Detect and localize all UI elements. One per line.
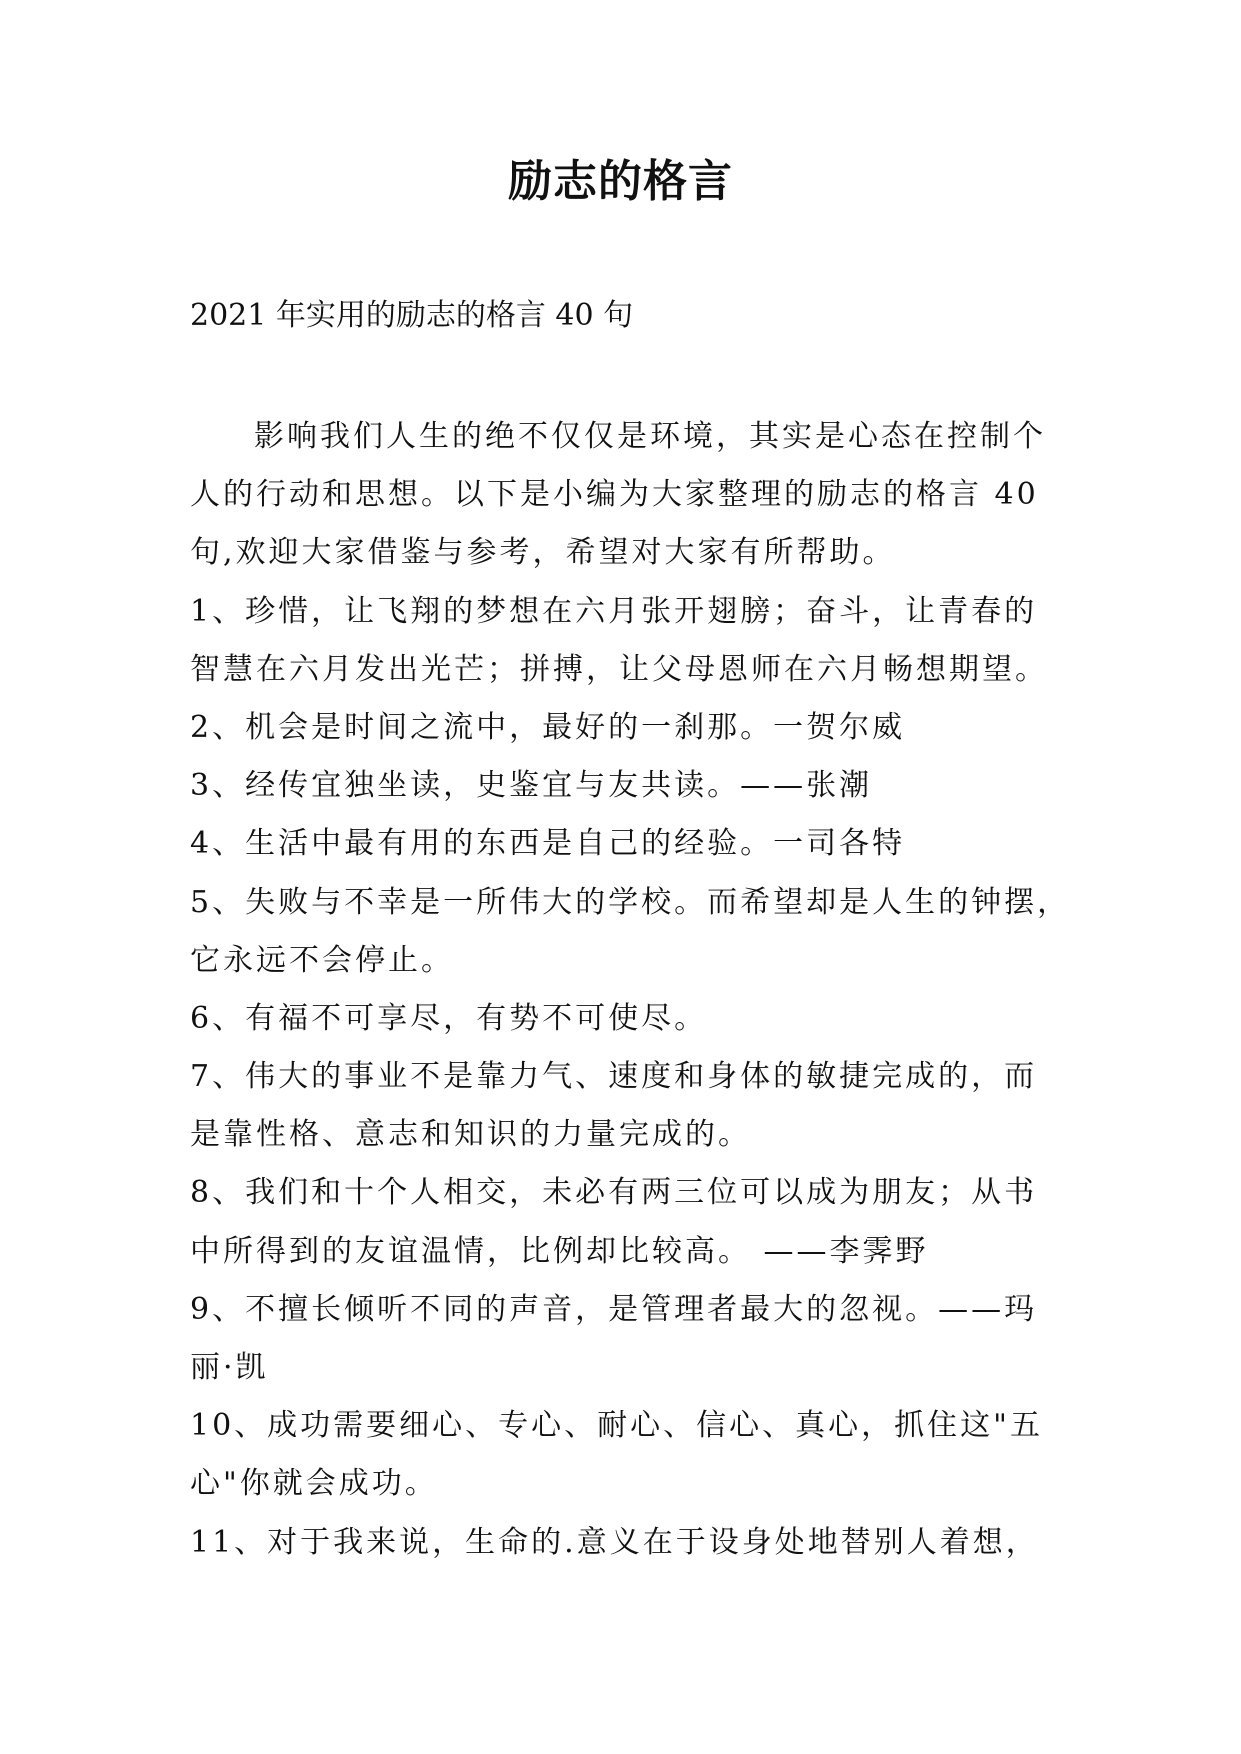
document-subtitle: 2021 年实用的励志的格言 40 句 <box>190 298 634 333</box>
body-line: 9、不擅长倾听不同的声音，是管理者最大的忽视。——玛 <box>190 1291 1038 1327</box>
body-line: 4、生活中最有用的东西是自己的经验。一司各特 <box>190 826 906 862</box>
body-line: 5、失败与不幸是一所伟大的学校。而希望却是人生的钟摆， <box>190 884 1071 920</box>
document-body <box>190 408 1070 1572</box>
body-line: 是靠性格、意志和知识的力量完成的。 <box>190 1117 751 1153</box>
body-line: 影响我们人生的绝不仅仅是环境，其实是心态在控制个 <box>254 419 1046 454</box>
body-line: 10、成功需要细心、专心、耐心、信心、真心，抓住这"五 <box>190 1408 1043 1444</box>
body-line: 心"你就会成功。 <box>190 1466 438 1502</box>
document-title: 励志的格言 <box>508 156 733 207</box>
body-line: 6、有福不可享尽，有势不可使尽。 <box>190 1000 708 1036</box>
body-line: 3、经传宜独坐读，史鉴宜与友共读。——张潮 <box>190 768 873 804</box>
body-line: 中所得到的友谊温情，比例却比较高。 ——李霁野 <box>190 1233 929 1269</box>
body-line: 它永远不会停止。 <box>190 942 454 978</box>
body-line: 11、对于我来说，生命的.意义在于设身处地替别人着想， <box>190 1524 1039 1560</box>
body-line: 人的行动和思想。以下是小编为大家整理的励志的格言 40 <box>190 477 1039 513</box>
body-line: 句,欢迎大家借鉴与参考，希望对大家有所帮助。 <box>190 535 896 571</box>
body-line: 2、机会是时间之流中，最好的一刹那。一贺尔威 <box>190 709 906 745</box>
body-line: 丽·凯 <box>190 1350 269 1385</box>
body-line: 8、我们和十个人相交，未必有两三位可以成为朋友；从书 <box>190 1175 1038 1211</box>
body-line: 智慧在六月发出光芒；拼搏，让父母恩师在六月畅想期望。 <box>190 651 1048 687</box>
body-line: 1、珍惜，让飞翔的梦想在六月张开翅膀；奋斗，让青春的 <box>190 593 1038 629</box>
body-line: 7、伟大的事业不是靠力气、速度和身体的敏捷完成的，而 <box>190 1059 1038 1095</box>
